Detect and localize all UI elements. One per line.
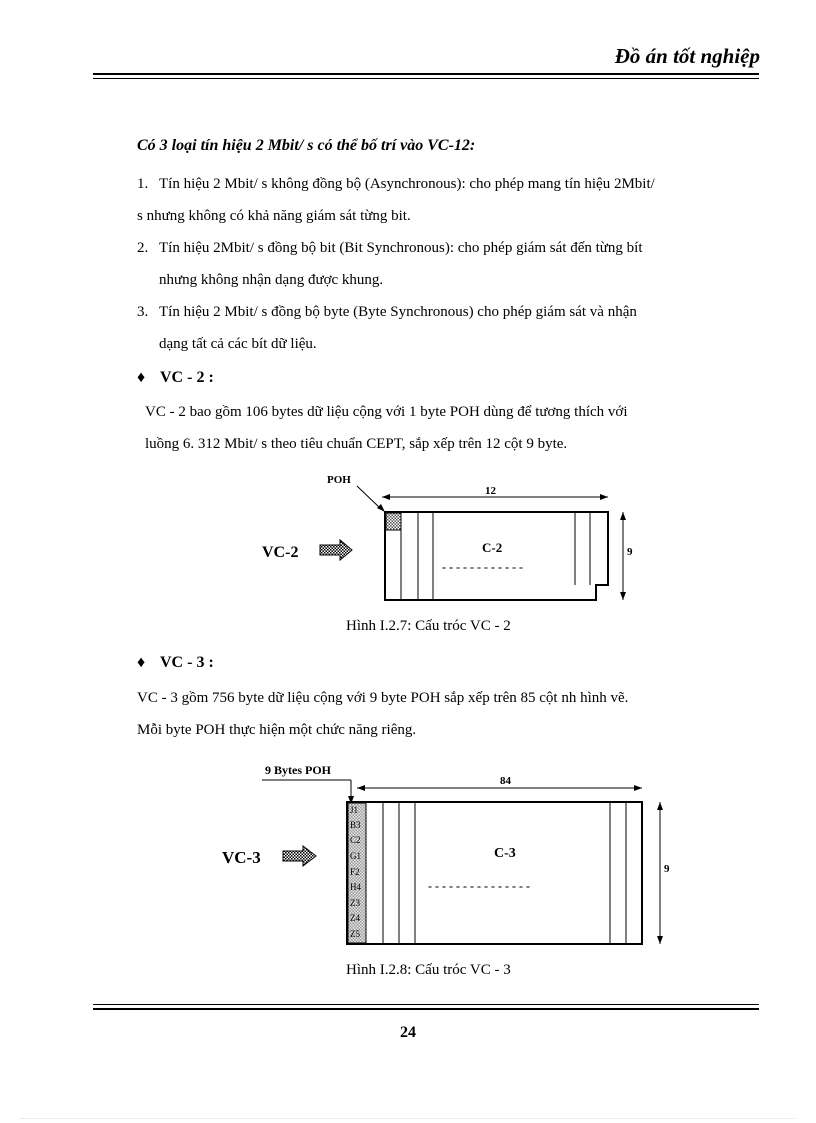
- vc3-poh-byte: J1: [350, 805, 359, 815]
- vc3-bullet-icon: ♦: [137, 654, 146, 671]
- header-rule-thick: [93, 73, 759, 75]
- list-item: [137, 296, 757, 360]
- vc3-poh-byte: Z4: [350, 913, 360, 923]
- vc3-frame: [347, 802, 642, 944]
- vc2-arrow-icon: [320, 540, 352, 560]
- vc3-paragraph-line1: VC - 3 gồm 756 byte dữ liệu cộng với 9 byte POH sắp xếp trên 85 cột nh hình vẽ.: [137, 690, 629, 706]
- vc3-heading: VC - 3 :: [160, 654, 214, 671]
- vc3-rows-arrow-top: [657, 802, 663, 810]
- vc3-poh-byte: G1: [350, 851, 361, 861]
- page-number: 24: [400, 1024, 416, 1041]
- header-rule-thin: [93, 78, 759, 79]
- vc2-poh-label: POH: [327, 474, 351, 486]
- footer-rule-thin: [93, 1004, 759, 1005]
- vc2-caption: Hình I.2.7: Cấu tróc VC - 2: [346, 618, 511, 634]
- vc2-bullet-icon: ♦: [137, 369, 146, 386]
- vc3-rows-arrow-bottom: [657, 936, 663, 944]
- vc3-poh-byte: Z5: [350, 929, 360, 939]
- vc2-heading: VC - 2 :: [160, 369, 214, 386]
- list-item-number: 1.: [137, 176, 149, 192]
- vc3-container-label: C-3: [494, 846, 516, 861]
- vc3-poh-label: 9 Bytes POH: [265, 763, 331, 777]
- vc2-rows-label: 9: [627, 546, 633, 558]
- list-item-number: 3.: [137, 304, 149, 320]
- vc2-container-label: C-2: [482, 540, 503, 555]
- list-item: [137, 232, 757, 296]
- vc3-diagram: [210, 755, 680, 955]
- vc3-poh-byte: C2: [350, 835, 361, 845]
- list-item: [137, 168, 757, 232]
- vc2-poh-pointer: [357, 486, 381, 509]
- vc2-paragraph: [145, 396, 757, 460]
- vc2-rows-arrow-bottom: [620, 592, 626, 600]
- vc3-columns-label: 84: [500, 775, 511, 787]
- vc3-rows-label: 9: [664, 863, 670, 875]
- vc2-columns-arrow-left: [382, 494, 390, 500]
- list-item-line1: Tín hiệu 2Mbit/ s đồng bộ bit (Bit Synchronous): cho phép giám sát đến từng bít: [159, 240, 643, 256]
- list-item-number: 2.: [137, 240, 149, 256]
- vc2-rows-arrow-top: [620, 512, 626, 520]
- page-edge-dotted-line: [20, 1118, 796, 1119]
- vc3-columns-arrow-right: [634, 785, 642, 791]
- vc3-caption: Hình I.2.8: Cấu tróc VC - 3: [346, 962, 511, 978]
- vc3-dots: - - - - - - - - - - - - - - -: [428, 879, 530, 893]
- list-item-line1: Tín hiệu 2 Mbit/ s đồng bộ byte (Byte Synchronous) cho phép giám sát và nhận: [159, 304, 637, 320]
- vc3-paragraph: [137, 682, 757, 746]
- section-title: Có 3 loại tín hiệu 2 Mbit/ s có thể bố trí vào VC-12:: [137, 137, 476, 154]
- list-item-line2: s nhưng không có khả năng giám sát từng bit.: [137, 208, 411, 224]
- vc2-diagram: [250, 470, 650, 610]
- list-item-line1: Tín hiệu 2 Mbit/ s không đồng bộ (Asynchronous): cho phép mang tín hiệu 2Mbit/: [159, 176, 655, 192]
- vc2-name-label: VC-2: [262, 544, 299, 561]
- vc3-poh-byte: H4: [350, 882, 361, 892]
- list-item-line2: nhưng không nhận dạng được khung.: [159, 272, 384, 288]
- vc3-name-label: VC-3: [222, 848, 261, 867]
- vc3-paragraph-line2: Mỗi byte POH thực hiện một chức năng riêng.: [137, 722, 417, 738]
- footer-rule-thick: [93, 1008, 759, 1010]
- vc2-columns-label: 12: [485, 485, 496, 497]
- header-title: Đồ án tốt nghiệp: [614, 44, 760, 68]
- vc2-poh-byte: [386, 513, 401, 530]
- vc2-paragraph-line2: luồng 6. 312 Mbit/ s theo tiêu chuẩn CEPT, sắp xếp trên 12 cột 9 byte.: [145, 436, 568, 452]
- vc3-poh-byte: F2: [350, 867, 360, 877]
- vc3-arrow-icon: [283, 846, 316, 866]
- vc2-paragraph-line1: VC - 2 bao gồm 106 bytes dữ liệu cộng với 1 byte POH dùng để tương thích với: [145, 404, 628, 420]
- vc3-poh-byte: B3: [350, 820, 361, 830]
- vc2-poh-pointer-head: [377, 504, 385, 512]
- list-item-line2: dạng tất cả các bít dữ liệu.: [159, 336, 317, 352]
- vc3-columns-arrow-left: [357, 785, 365, 791]
- vc2-columns-arrow-right: [600, 494, 608, 500]
- numbered-list: [137, 168, 757, 360]
- vc2-dots: - - - - - - - - - - - -: [442, 560, 523, 574]
- vc3-poh-byte: Z3: [350, 898, 360, 908]
